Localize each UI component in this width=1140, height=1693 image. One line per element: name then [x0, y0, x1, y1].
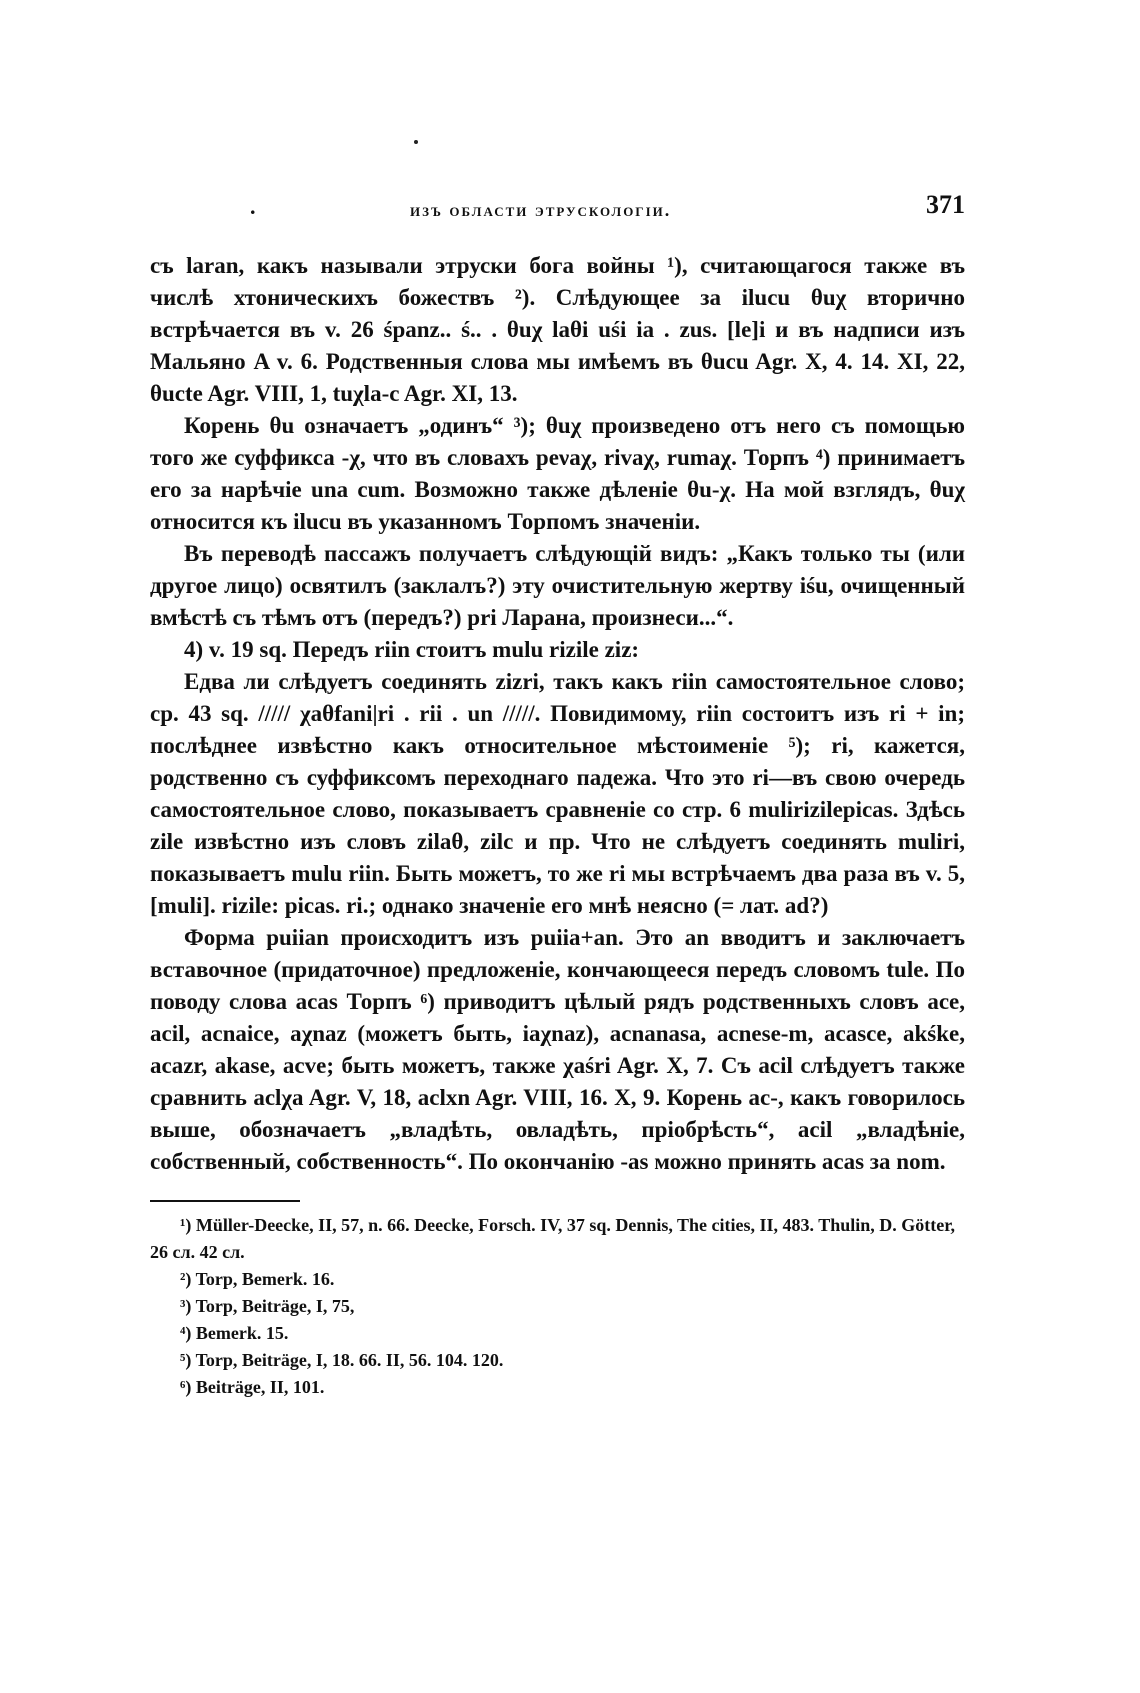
header-dot: .	[250, 194, 256, 219]
book-page	[150, 190, 965, 1401]
paragraph-6: Форма puiian происходитъ изъ puiia+an. Это an вводитъ и заключаетъ вставочное (придаточное) предложеніе, кончающееся передъ словомъ tule. По поводу слова acas Торпъ ⁶) приводитъ цѣлый рядъ родственныхъ словъ ace, acil, acnaice, aχnaz (можетъ быть, iaχnaz), acnanasa, acnese-m, acasce, akśke, acazr, akase, acve; быть можетъ, также χaśri Agr. X, 7. Съ acil слѣдуетъ также сравнить aclχa Agr. V, 18, aclxn Agr. VIII, 16. X, 9. Корень ac-, какъ говорилось выше, обозначаетъ „владѣть, овладѣть, пріобрѣсть“, acil „владѣніе, собственный, собственность“. По окончанію -as можно принять acas за nom.	[150, 925, 965, 1174]
paragraph-4: 4) v. 19 sq. Передъ riin стоитъ mulu rizile ziz:	[184, 637, 640, 662]
main-text	[150, 250, 965, 1178]
footnote-6: ⁶) Beiträge, II, 101.	[180, 1377, 325, 1397]
footnote-3: ³) Torp, Beiträge, I, 75,	[180, 1296, 355, 1316]
page-number: 371	[926, 190, 965, 219]
paragraph-2: Корень θu означаетъ „одинъ“ ³); θuχ произведено отъ него съ помощью того же суффикса -χ, что въ словахъ peνaχ, rivaχ, rumaχ. Торпъ ⁴) принимаетъ его за нарѣчіе una cum. Возможно также дѣленіе θu-χ. На мой взглядъ, θuχ относится къ ilucu въ указанномъ Торпомъ значеніи.	[150, 413, 965, 534]
stray-dot-mark	[414, 140, 418, 144]
footnotes	[150, 1212, 965, 1401]
running-title: изъ области этрускологіи.	[410, 200, 672, 220]
footnote-divider	[150, 1200, 300, 1202]
paragraph-3: Въ переводѣ пассажъ получаетъ слѣдующій видъ: „Какъ только ты (или другое лицо) освятилъ (заклалъ?) эту очистительную жертву iśu, очищенный вмѣстѣ съ тѣмъ отъ (передъ?) pri Ларана, произнеси...“.	[150, 541, 965, 630]
paragraph-5: Едва ли слѣдуетъ соединять zizri, такъ какъ riin самостоятельное слово; ср. 43 sq. ///// χaθfani|ri . rii . un /////. Повидимому, riin состоитъ изъ ri + in; послѣднее извѣстно какъ относительное мѣстоименіе ⁵); ri, кажется, родственно съ суффиксомъ переходнаго падежа. Что это ri—въ свою очередь самостоятельное слово, показываетъ сравненіе со стр. 6 mulirizilepicas. Здѣсь zile извѣстно изъ словъ zilaθ, zilc и пр. Что не слѣдуетъ соединять muliri, показываетъ mulu riin. Быть можетъ, то же ri мы встрѣчаемъ два раза въ v. 5, [muli]. rizile: picas. ri.; однако значеніе его мнѣ неясно (= лат. ad?)	[150, 669, 965, 918]
footnote-5: ⁵) Torp, Beiträge, I, 18. 66. II, 56. 104. 120.	[180, 1350, 504, 1370]
page-header	[150, 190, 965, 230]
paragraph-1: съ laran, какъ называли этруски бога войны ¹), считающагося также въ числѣ хтоническихъ божествъ ²). Слѣдующее за ilucu θuχ вторично встрѣчается въ v. 26 śpanz.. ś.. . θuχ laθi uśi ia . zus. [le]i и въ надписи изъ Мальяно A v. 6. Родственныя слова мы имѣемъ въ θucu Agr. X, 4. 14. XI, 22, θucte Agr. VIII, 1, tuχla-c Agr. XI, 13.	[150, 253, 965, 406]
footnote-1: ¹) Müller-Deecke, II, 57, n. 66. Deecke, Forsch. IV, 37 sq. Dennis, The cities, II, 483. Thulin, D. Götter, 26 сл. 42 сл.	[150, 1215, 956, 1262]
footnote-4: ⁴) Bemerk. 15.	[180, 1323, 289, 1343]
footnote-2: ²) Torp, Bemerk. 16.	[180, 1269, 335, 1289]
